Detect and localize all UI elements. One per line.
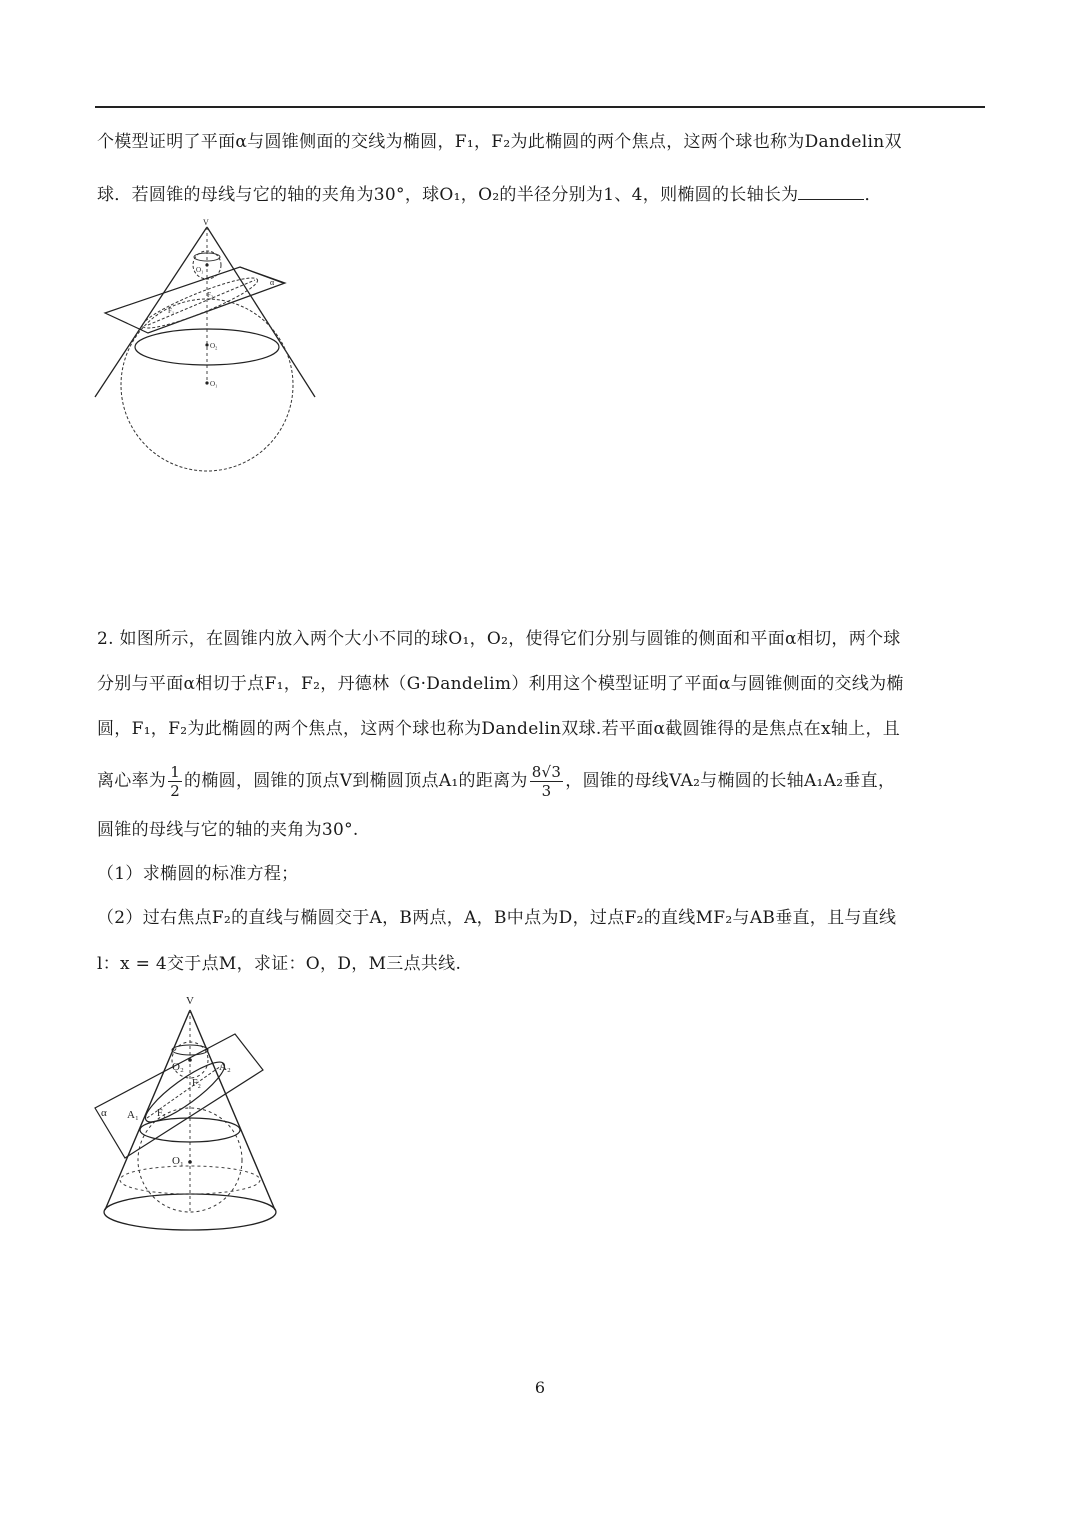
cone-left-edge xyxy=(105,1010,190,1210)
plane-edge-right xyxy=(240,267,283,283)
q1-text-line-2 xyxy=(97,183,882,207)
label-f2: F₂ xyxy=(207,291,214,299)
q2-part-2-line-1: （2）过右焦点F₂的直线与椭圆交于A，B两点，A，B中点为D，过点F₂的直线MF₂与AB垂直，且与直线 xyxy=(97,908,897,928)
q1-text: 球．若圆锥的母线与它的轴的夹角为30°，球O₁，O₂的半径分别为1、4，则椭圆的长轴长为 xyxy=(97,185,799,205)
cone-right-edge xyxy=(190,1010,275,1210)
major-axis xyxy=(148,280,255,325)
q1-text-line-1: 个模型证明了平面α与圆锥侧面的交线为椭圆，F₁，F₂为此椭圆的两个焦点，这两个球也称为Dandelin双 xyxy=(97,132,902,152)
answer-blank xyxy=(798,183,864,200)
q2-generator-text: ，圆锥的母线VA₂与椭圆的长轴A₁A₂垂直， xyxy=(565,771,896,791)
q2-text-line-4 xyxy=(97,760,895,802)
cone-right-edge xyxy=(207,227,315,397)
q2-text-line-5: 圆锥的母线与它的轴的夹角为30°. xyxy=(97,820,359,840)
q2-part-2-line-2: l：x = 4交于点M，求证：O，D，M三点共线. xyxy=(97,954,462,974)
label-a2: A₂ xyxy=(219,1061,231,1073)
q1-text-end: ． xyxy=(864,185,882,205)
q2-distance-label: 的椭圆，圆锥的顶点V到椭圆顶点A₁的距离为 xyxy=(184,771,528,791)
label-alpha: α xyxy=(101,1107,107,1119)
label-v: V xyxy=(186,995,194,1007)
label-o2: O₂ xyxy=(172,1061,184,1073)
q1-figure xyxy=(90,215,330,485)
label-f2: F₂ xyxy=(192,1078,202,1089)
label-a1: A₁ xyxy=(127,1109,139,1121)
label-o1: O₁ xyxy=(210,380,218,388)
plane-alpha xyxy=(95,1034,263,1158)
fraction-one-half: $\frac{1}{2}$ xyxy=(170,763,181,800)
page-number: 6 xyxy=(534,1378,546,1397)
label-alpha: α xyxy=(270,278,275,287)
q2-part-1: （1）求椭圆的标准方程； xyxy=(97,864,299,884)
q2-text-line-2: 分别与平面α相切于点F₁，F₂，丹德林（G·Dandelim）利用这个模型证明了平面α与圆锥侧面的交线为椭 xyxy=(97,674,904,694)
q2-text-line-3: 圆，F₁，F₂为此椭圆的两个焦点，这两个球也称为Dandelin双球.若平面α截圆锥得的是焦点在x轴上，且 xyxy=(97,719,901,739)
q2-eccentricity-label: 离心率为 xyxy=(97,771,167,791)
label-f1: F₁ xyxy=(157,1108,167,1119)
label-f1: F₁ xyxy=(168,307,175,315)
header-rule xyxy=(95,106,985,108)
label-o2: O₂ xyxy=(210,342,218,350)
label-o1: O₁ xyxy=(172,1155,184,1167)
label-v: V xyxy=(203,218,209,227)
cone-left-edge xyxy=(95,227,207,397)
q2-figure xyxy=(95,990,285,1250)
q2-text-line-1: 2. 如图所示，在圆锥内放入两个大小不同的球O₁，O₂，使得它们分别与圆锥的侧面和平面α相切，两个球 xyxy=(97,629,901,649)
fraction-distance: $\frac{8√3}{3}$ xyxy=(531,763,562,800)
label-o1-small: O₁ xyxy=(196,266,204,274)
